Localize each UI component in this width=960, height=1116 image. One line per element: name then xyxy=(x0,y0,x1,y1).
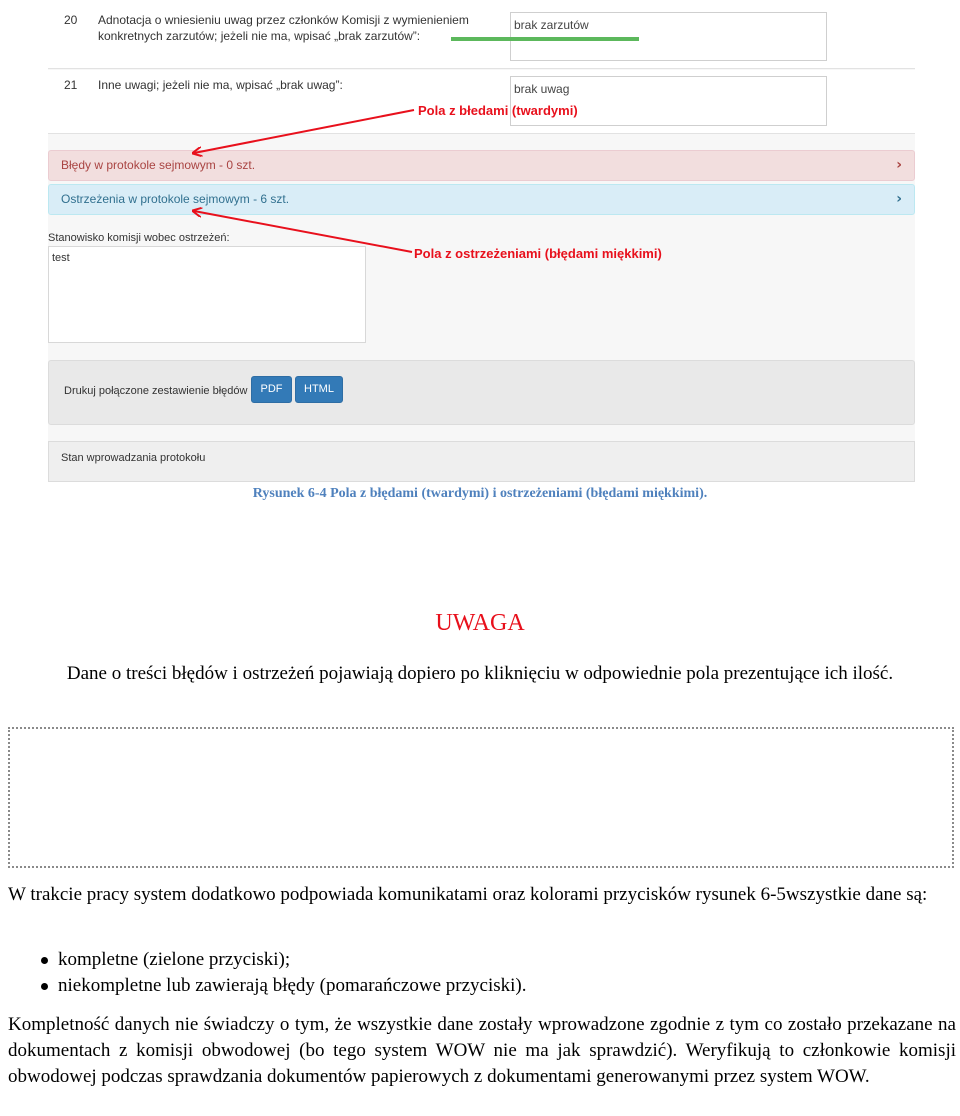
errors-bar-label: Błędy w protokole sejmowym - 0 szt. xyxy=(61,158,256,172)
dotted-frame xyxy=(8,727,954,868)
other-remarks-field[interactable]: brak uwag xyxy=(510,76,827,126)
row-label: Inne uwagi; jeżeli nie ma, wpisać „brak uwag”: xyxy=(98,78,343,92)
pdf-button[interactable]: PDF xyxy=(251,376,292,403)
arrow-errors xyxy=(194,110,414,153)
annotation-warnings-label: Pola z ostrzeżeniami (błędami miękkimi) xyxy=(414,246,662,261)
status-label: Stan wprowadzania protokołu xyxy=(61,452,206,464)
print-label: Drukuj połączone zestawienie błędów xyxy=(64,385,248,397)
objections-field[interactable]: brak zarzutów xyxy=(510,12,827,61)
html-button[interactable]: HTML xyxy=(295,376,343,403)
row-number: 20 xyxy=(64,13,78,27)
bullet-list xyxy=(38,947,526,999)
notice-title: UWAGA xyxy=(435,610,525,636)
figure-caption: Rysunek 6-4 Pola z błędami (twardymi) i ostrzeżeniami (błędami miękkimi). xyxy=(252,486,708,501)
bullet-item: niekompletne lub zawierają błędy (pomarańczowe przyciski). xyxy=(38,973,526,999)
annotation-arrows xyxy=(0,0,960,482)
paragraph-1: W trakcie pracy system dodatkowo podpowiada komunikatami oraz kolorami przycisków rysunek 6-5wszystkie dane są: xyxy=(8,884,928,905)
annotation-errors-label: Pola z błedami (twardymi) xyxy=(418,103,578,118)
stance-textarea[interactable]: test xyxy=(48,246,366,343)
bullet-item: kompletne (zielone przyciski); xyxy=(38,947,526,973)
notice-text: Dane o treści błędów i ostrzeżeń pojawiają dopiero po kliknięciu w odpowiednie pola prezentujące ich ilość. xyxy=(66,663,894,684)
warnings-bar-label: Ostrzeżenia w protokole sejmowym - 6 szt. xyxy=(61,192,290,206)
paragraph-2: Kompletność danych nie świadczy o tym, że wszystkie dane zostały wprowadzone zgodnie z tym co zostało przekazane na dokumentach z komisji obwodowej (bo tego system WOW nie ma jak sprawdzić). Weryfikują to członkowie komisji obwodowej podczas sprawdzania dokumentów papierowych z dokumentami generowanymi przez system WOW. xyxy=(8,1014,956,1087)
chevron-right-icon: › xyxy=(896,191,902,207)
chevron-right-icon: › xyxy=(896,157,902,173)
stance-label: Stanowisko komisji wobec ostrzeżeń: xyxy=(48,232,230,244)
row-number: 21 xyxy=(64,78,78,92)
row-label: Adnotacja o wniesieniu uwag przez członków Komisji z wymienieniem konkretnych zarzutów; jeżeli nie ma, wpisać „brak zarzutów”: xyxy=(98,13,469,43)
arrow-warnings xyxy=(194,211,412,252)
